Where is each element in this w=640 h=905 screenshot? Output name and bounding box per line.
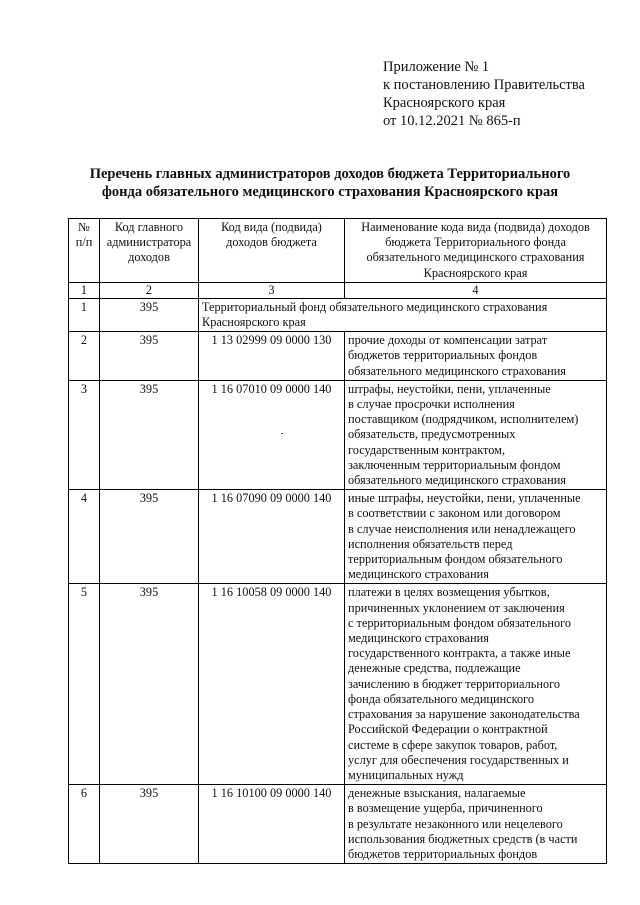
row-revenue-name	[345, 332, 607, 381]
appendix-line: от 10.12.2021 № 865-п	[383, 113, 521, 129]
table-row	[69, 584, 607, 785]
name-line: денежные средства, подлежащие	[348, 661, 521, 676]
row-revenue-code: 1 16 10058 09 0000 140	[199, 584, 345, 785]
name-line: прочие доходы от компенсации затрат	[348, 333, 548, 348]
row-num: 5	[69, 584, 100, 785]
table-row	[69, 380, 607, 489]
name-line: страхования за нарушение законодательства	[348, 707, 580, 722]
column-number-row	[69, 282, 607, 298]
table-row	[69, 785, 607, 864]
header-admin-code: Код главного администратора доходов	[100, 219, 199, 283]
row-admin-code: 395	[100, 380, 199, 489]
title-line: Перечень главных администраторов доходов бюджета Территориального	[89, 166, 571, 182]
appendix-line: к постановлению Правительства	[383, 77, 585, 93]
table-row	[69, 298, 607, 331]
name-line: обязательного медицинского страхования	[348, 473, 566, 488]
row-revenue-name	[345, 380, 607, 489]
header-revenue-code: Код вида (подвида) доходов бюджета	[199, 219, 345, 283]
name-line: Территориальный фонд обязательного медицинского страхования	[202, 299, 548, 314]
row-revenue-code: 1 16 07090 09 0000 140	[199, 490, 345, 584]
row-num: 2	[69, 332, 100, 381]
name-line: в случае просрочки исполнения	[348, 397, 515, 412]
name-line: обязательств, предусмотренных	[348, 427, 516, 442]
name-line: обязательного медицинского страхования	[348, 363, 566, 378]
name-line: заключенным территориальным фондом	[348, 457, 561, 472]
name-line: государственного контракта, а также иные	[348, 646, 571, 661]
name-line: в соответствии с законом или договором	[348, 506, 561, 521]
column-number: 1	[69, 282, 100, 298]
name-line: муниципальных нужд	[348, 767, 464, 782]
row-num: 6	[69, 785, 100, 864]
name-line: медицинского страхования	[348, 631, 489, 646]
header-revenue-name: Наименование кода вида (подвида) доходов бюджета Территориального фонда обязательного медицинского страхования Красноярского края	[345, 219, 607, 283]
title-line: фонда обязательного медицинского страхования Красноярского края	[101, 184, 559, 200]
row-num: 3	[69, 380, 100, 489]
name-line: бюджетов территориальных фондов	[348, 348, 538, 363]
name-line: государственным контрактом,	[348, 442, 506, 457]
name-line: с территориальным фондом обязательного	[348, 615, 572, 630]
name-line: Красноярского края	[202, 315, 306, 330]
name-line: иные штрафы, неустойки, пени, уплаченные	[348, 491, 581, 506]
row-revenue-name	[345, 490, 607, 584]
appendix-line: Приложение № 1	[383, 59, 490, 75]
table-row	[69, 490, 607, 584]
name-line: системе в сфере закупок товаров, работ,	[348, 737, 558, 752]
name-line: поставщиком (подрядчиком, исполнителем)	[348, 412, 579, 427]
row-num: 1	[69, 298, 100, 331]
table-header-row	[69, 219, 607, 283]
name-line: денежные взыскания, налагаемые	[348, 786, 526, 801]
name-line: причиненных уклонением от заключения	[348, 600, 565, 615]
name-line: бюджетов территориальных фондов	[348, 846, 538, 861]
row-revenue-code: 1 13 02999 09 0000 130	[199, 332, 345, 381]
row-admin-code: 395	[100, 332, 199, 381]
column-number: 4	[345, 282, 607, 298]
name-line: зачислению в бюджет территориального	[348, 676, 560, 691]
row-admin-code: 395	[100, 785, 199, 864]
row-revenue-name	[345, 785, 607, 864]
row-span-name	[199, 298, 607, 331]
name-line: фонда обязательного медицинского	[348, 691, 535, 706]
column-number: 3	[199, 282, 345, 298]
appendix-block	[383, 58, 585, 130]
name-line: в результате незаконного или нецелевого	[348, 816, 563, 831]
scan-artifact-dot	[281, 433, 283, 434]
row-admin-code: 395	[100, 298, 199, 331]
appendix-line: Красноярского края	[383, 95, 506, 111]
name-line: услуг для обеспечения государственных и	[348, 752, 569, 767]
row-admin-code: 395	[100, 584, 199, 785]
name-line: использования бюджетных средств (в части	[348, 831, 578, 846]
row-admin-code: 395	[100, 490, 199, 584]
name-line: медицинского страхования	[348, 567, 489, 582]
row-revenue-name	[345, 584, 607, 785]
header-num: № п/п	[69, 219, 100, 283]
name-line: территориальным фондом обязательного	[348, 552, 563, 567]
name-line: в возмещение ущерба, причиненного	[348, 801, 543, 816]
row-revenue-code: 1 16 07010 09 0000 140	[199, 380, 345, 489]
column-number: 2	[100, 282, 199, 298]
name-line: в случае неисполнения или ненадлежащего	[348, 521, 576, 536]
name-line: Российской Федерации о контрактной	[348, 722, 548, 737]
row-num: 4	[69, 490, 100, 584]
revenue-administrators-table	[68, 218, 607, 864]
row-revenue-code: 1 16 10100 09 0000 140	[199, 785, 345, 864]
name-line: штрафы, неустойки, пени, уплаченные	[348, 381, 551, 396]
name-line: исполнения обязательств перед	[348, 536, 513, 551]
name-line: платежи в целях возмещения убытков,	[348, 585, 550, 600]
document-title	[60, 165, 600, 201]
table-row	[69, 332, 607, 381]
